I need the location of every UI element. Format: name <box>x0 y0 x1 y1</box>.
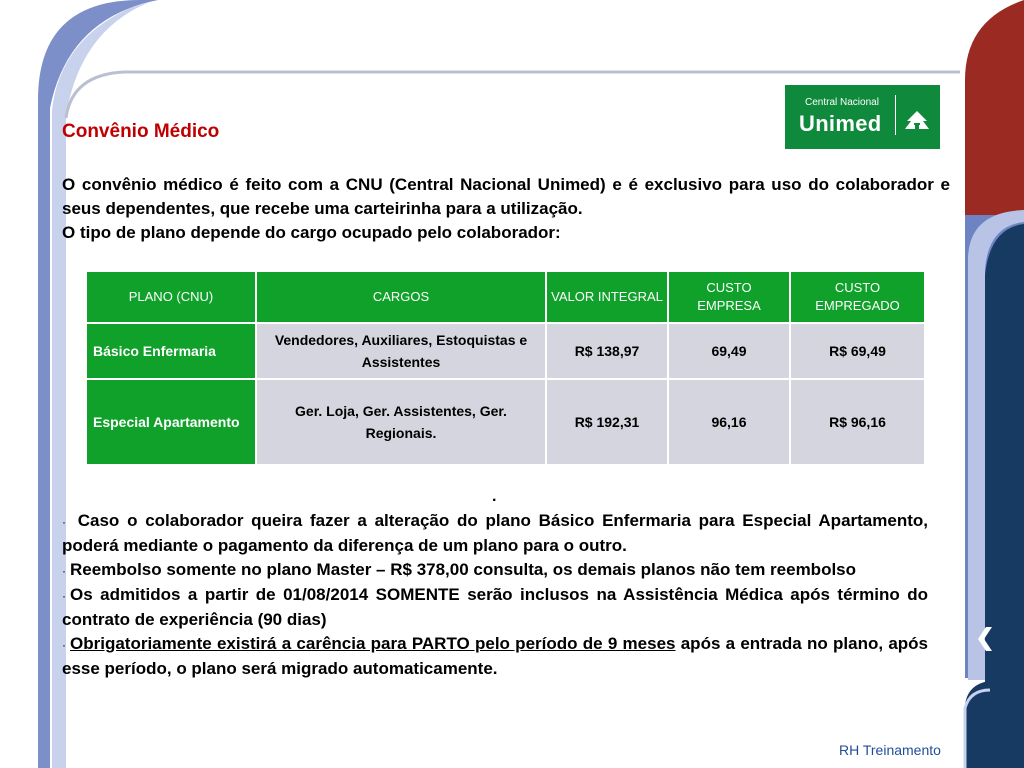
custo-empregado-cell: R$ 96,16 <box>790 379 925 465</box>
plan-name-cell: Especial Apartamento <box>86 379 256 465</box>
bullet-marker: · <box>62 638 66 652</box>
list-item <box>62 632 928 681</box>
list-item <box>62 583 928 632</box>
bullet-text: Reembolso somente no plano Master – R$ 378,00 consulta, os demais planos não tem reembolso <box>70 560 857 579</box>
logo-name: Unimed <box>799 111 882 136</box>
separator-dot: . <box>492 488 497 505</box>
page-title: Convênio Médico <box>62 121 220 142</box>
cargos-cell: Ger. Loja, Ger. Assistentes, Ger. Regionais. <box>256 379 546 465</box>
table-row <box>86 379 925 465</box>
footer-text: RH Treinamento <box>839 742 941 758</box>
valor-integral-cell: R$ 192,31 <box>546 379 668 465</box>
list-item <box>62 509 928 558</box>
custo-empresa-cell: 69,49 <box>668 323 790 379</box>
table-header-row <box>86 271 925 323</box>
header-valor-integral: VALOR INTEGRAL <box>546 271 668 323</box>
custo-empregado-cell: R$ 69,49 <box>790 323 925 379</box>
bullet-text-underlined: Obrigatoriamente existirá a carência para PARTO pelo período de 9 meses <box>70 634 676 653</box>
bullet-list <box>62 509 928 681</box>
header-custo-empregado: CUSTO EMPREGADO <box>790 271 925 323</box>
table-row <box>86 323 925 379</box>
bullet-marker: · <box>62 564 66 578</box>
unimed-logo <box>785 85 940 149</box>
custo-empresa-cell: 96,16 <box>668 379 790 465</box>
intro-paragraph: O convênio médico é feito com a CNU (Central Nacional Unimed) e é exclusivo para uso do colaborador e seus dependentes, que recebe uma carteirinha para a utilização. <box>62 175 950 218</box>
logo-subtitle: Central Nacional <box>805 97 879 108</box>
intro-line: O tipo de plano depende do cargo ocupado pelo colaborador: <box>62 223 561 242</box>
unimed-tree-icon <box>903 111 931 131</box>
chevron-left-icon[interactable] <box>975 625 999 653</box>
list-item <box>62 558 928 583</box>
intro-text <box>62 173 950 245</box>
cargos-cell: Vendedores, Auxiliares, Estoquistas e Assistentes <box>256 323 546 379</box>
header-custo-empresa: CUSTO EMPRESA <box>668 271 790 323</box>
bullet-text: Os admitidos a partir de 01/08/2014 SOMENTE serão inclusos na Assistência Médica após término do contrato de experiência (90 dias) <box>62 585 928 629</box>
valor-integral-cell: R$ 138,97 <box>546 323 668 379</box>
header-plano: PLANO (CNU) <box>86 271 256 323</box>
bullet-text: Caso o colaborador queira fazer a alteração do plano Básico Enfermaria para Especial Apartamento, poderá mediante o pagamento da diferença de um plano para o outro. <box>62 511 928 555</box>
bullet-marker: · <box>62 515 66 529</box>
header-cargos: CARGOS <box>256 271 546 323</box>
bullet-marker: · <box>62 589 66 603</box>
logo-divider <box>895 95 896 135</box>
plans-table <box>85 270 926 466</box>
bullet-text: após a entrada no plano, após esse período, o plano será migrado automaticamente. <box>62 634 928 678</box>
plan-name-cell: Básico Enfermaria <box>86 323 256 379</box>
